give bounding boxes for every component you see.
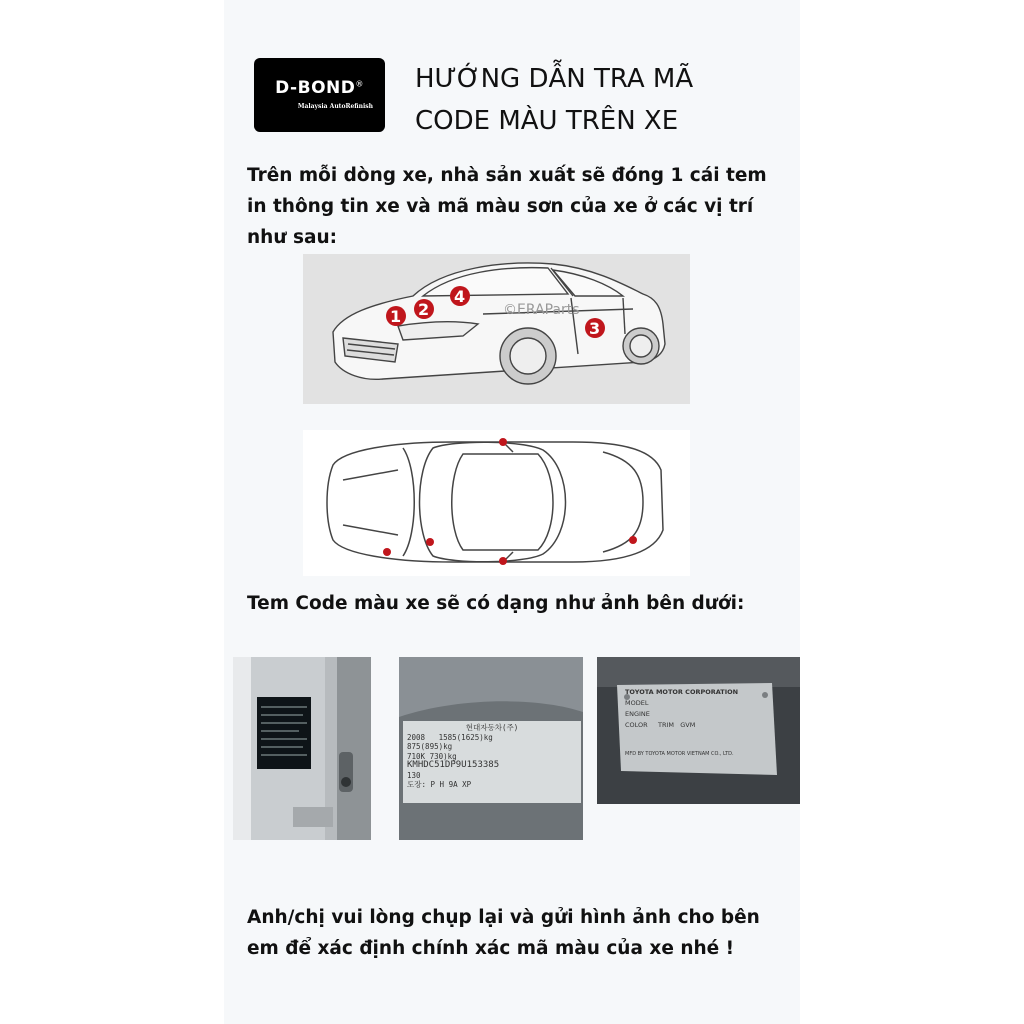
toyota-plate-text [625,687,773,760]
marker-2 [414,299,434,319]
toyota-engine: ENGINE [625,710,650,718]
plate-vin: KMHDC51DP9U153385 [407,760,500,770]
svg-text:4: 4 [454,287,466,306]
watermark-text: ©ERAParts [503,302,580,318]
svg-text:1: 1 [390,307,402,326]
car-side-view [303,254,690,404]
car-side-drawing [303,254,690,404]
plate-trim: 130 [407,770,421,780]
page-title [415,58,795,142]
marker-4 [450,286,470,306]
car-top-view [303,430,690,576]
toyota-color-row: COLOR TRIM GVM [625,721,696,729]
korean-plate-photo [399,657,583,840]
plate-year: 2008 1585(1625)kg [407,732,493,742]
location-dot-hood [426,538,434,546]
toyota-plate-photo [597,657,800,804]
car-top-drawing [303,430,690,576]
plate-color-row: 도장: P H 9A XP [407,780,472,789]
marker-3 [585,318,605,338]
door-sticker-drawing [233,657,371,840]
location-dot-rear [629,536,637,544]
plate-axle2: 710K 730)kg [407,751,457,761]
sticker-note: Tem Code màu xe sẽ có dạng như ảnh bên dưới: [247,593,745,614]
svg-text:3: 3 [589,319,601,338]
korean-plate-text [403,721,581,803]
location-dot-door [499,557,507,565]
title-line-2: CODE MÀU TRÊN XE [415,106,679,136]
toyota-header: TOYOTA MOTOR CORPORATION [625,688,739,696]
outro-text: Anh/chị vui lòng chụp lại và gửi hình ảnh cho bên em để xác định chính xác mã màu của xe nhé ! [247,907,760,959]
svg-text:2: 2 [418,300,430,319]
logo-brand: D-BOND® [275,78,364,98]
plate-header: 현대자동차(주) [465,723,519,732]
marker-1 [386,306,406,326]
d-bond-logo [254,58,385,132]
logo-tagline: Malaysia AutoRefinish [297,103,373,110]
door-sticker-photo [233,657,371,840]
plate-axle1: 875(895)kg [407,742,453,751]
location-dot-top [499,438,507,446]
title-line-1: HƯỚNG DẪN TRA MÃ [415,64,694,94]
toyota-model: MODEL [625,699,649,707]
location-dot-front [383,548,391,556]
toyota-footer: MFD BY TOYOTA MOTOR VIETNAM CO., LTD. [625,751,734,757]
intro-text: Trên mỗi dòng xe, nhà sản xuất sẽ đóng 1 cái tem in thông tin xe và mã màu sơn của xe ở các vị trí như sau: [247,165,767,248]
